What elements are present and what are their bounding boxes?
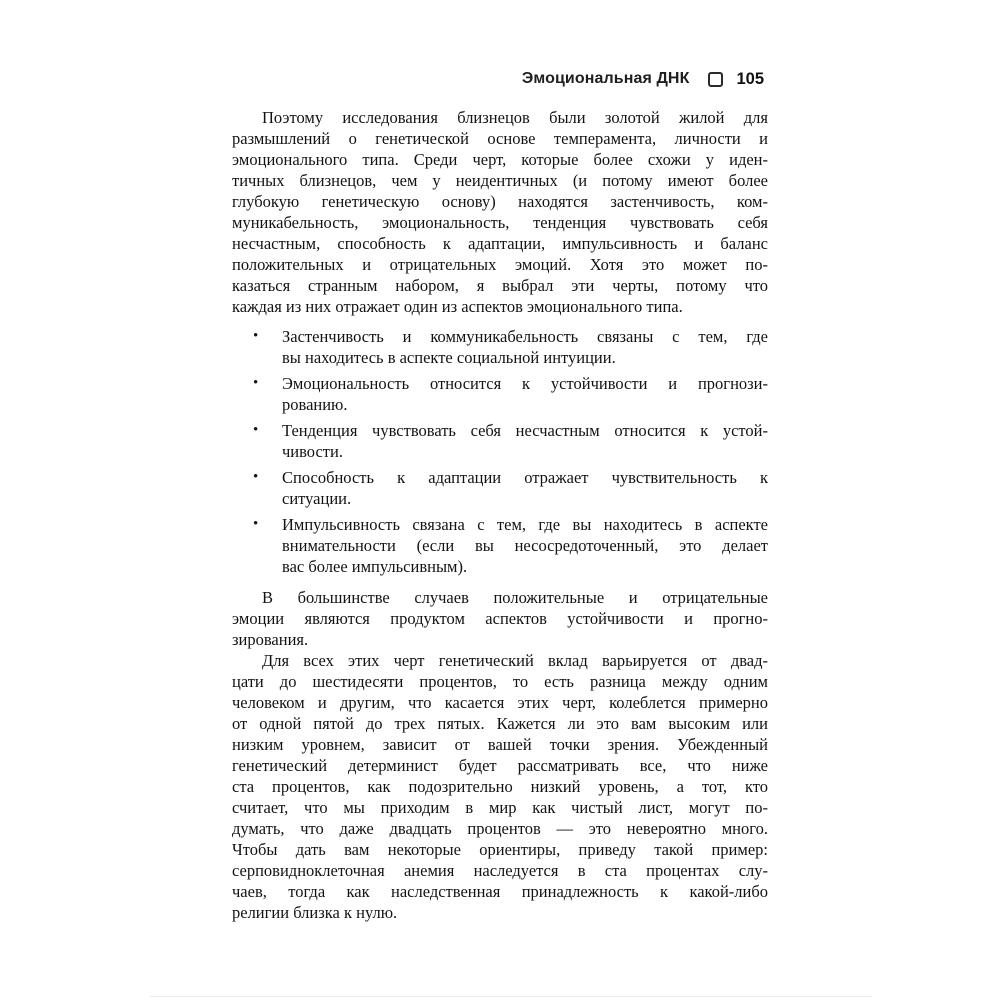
paragraph (232, 650, 768, 923)
text-line: чивости. (282, 442, 343, 461)
text-line: религии близка к нулю. (232, 903, 398, 922)
text-line: глубокую генетическую основу) находятся застенчивость, ком- (232, 192, 768, 211)
text-line: Способность к адаптации отражает чувствительность к (282, 468, 768, 487)
paragraph (232, 587, 768, 650)
page-header (232, 68, 764, 90)
text-line: вы находитесь в аспекте социальной интуиции. (282, 348, 616, 367)
text-line: эмоции являются продуктом аспектов устойчивости и прогно- (232, 609, 768, 628)
text-line: рованию. (282, 395, 348, 414)
text-line: от одной пятой до трех пятых. Кажется ли это вам высоким или (232, 714, 768, 733)
text-line: несчастным, способность к адаптации, импульсивность и баланс (232, 234, 768, 253)
text-line: Поэтому исследования близнецов были золотой жилой для (262, 108, 768, 127)
list-item (232, 326, 768, 368)
list-item (232, 373, 768, 415)
text-line: думать, что даже двадцать процентов — это невероятно много. (232, 819, 768, 838)
text-line: низким уровнем, зависит от вашей точки зрения. Убежденный (232, 735, 768, 754)
bullet-text (282, 514, 768, 577)
text-line: зирования. (232, 630, 309, 649)
text-line: Чтобы дать вам некоторые ориентиры, приведу такой пример: (232, 840, 768, 859)
bullet-icon: • (253, 375, 259, 391)
text-line: Эмоциональность относится к устойчивости и прогнози- (282, 374, 768, 393)
text-line: Импульсивность связана с тем, где вы находитесь в аспекте (282, 515, 768, 534)
bullet-list (232, 326, 768, 577)
text-line: размышлений о генетической основе темперамента, личности и (232, 129, 768, 148)
text-line: внимательности (если вы несосредоточенный, это делает (282, 536, 768, 555)
text-line: ста процентов, как подозрительно низкий уровень, а тот, кто (232, 777, 768, 796)
text-line: муникабельность, эмоциональность, тенденция чувствовать себя (232, 213, 768, 232)
text-line: положительных и отрицательных эмоций. Хотя это может по- (232, 255, 768, 274)
square-outline-icon (708, 72, 723, 87)
list-item (232, 420, 768, 462)
text-line: генетический детерминист будет рассматривать все, что ниже (232, 756, 768, 775)
bullet-text (282, 326, 768, 368)
page-number: 105 (736, 69, 764, 88)
text-line: серповидноклеточная анемия наследуется в ста процентах слу- (232, 861, 768, 880)
book-title: Эмоциональная ДНК (521, 70, 690, 87)
paragraph (232, 107, 768, 317)
bullet-icon: • (253, 516, 259, 532)
text-line: вас более импульсивным). (282, 557, 468, 576)
text-line: эмоционального типа. Среди черт, которые более схожи у иден- (232, 150, 768, 169)
text-line: Тенденция чувствовать себя несчастным относится к устой- (282, 421, 768, 440)
list-item (232, 467, 768, 509)
text-line: Для всех этих черт генетический вклад варьируется от двад- (262, 651, 768, 670)
text-line: казаться странным набором, я выбрал эти черты, потому что (232, 276, 768, 295)
page-shadow-line (150, 996, 872, 997)
text-line: ситуации. (282, 489, 352, 508)
bullet-text (282, 420, 768, 462)
text-line: человеком и другим, что касается этих черт, колеблется примерно (232, 693, 768, 712)
bullet-text (282, 373, 768, 415)
text-line: В большинстве случаев положительные и отрицательные (262, 588, 768, 607)
text-line: считает, что мы приходим в мир как чистый лист, могут по- (232, 798, 768, 817)
text-line: Застенчивость и коммуникабельность связаны с тем, где (282, 327, 768, 346)
text-column (232, 107, 768, 923)
text-line: чаев, тогда как наследственная принадлежность к какой-либо (232, 882, 768, 901)
text-line: каждая из них отражает один из аспектов эмоционального типа. (232, 297, 683, 316)
text-line: цати до шестидесяти процентов, то есть разница между одним (232, 672, 768, 691)
bullet-text (282, 467, 768, 509)
list-item (232, 514, 768, 577)
bullet-icon: • (253, 328, 259, 344)
text-line: тичных близнецов, чем у неидентичных (и потому имеют более (232, 171, 768, 190)
bullet-icon: • (253, 469, 259, 485)
bullet-icon: • (253, 422, 259, 438)
